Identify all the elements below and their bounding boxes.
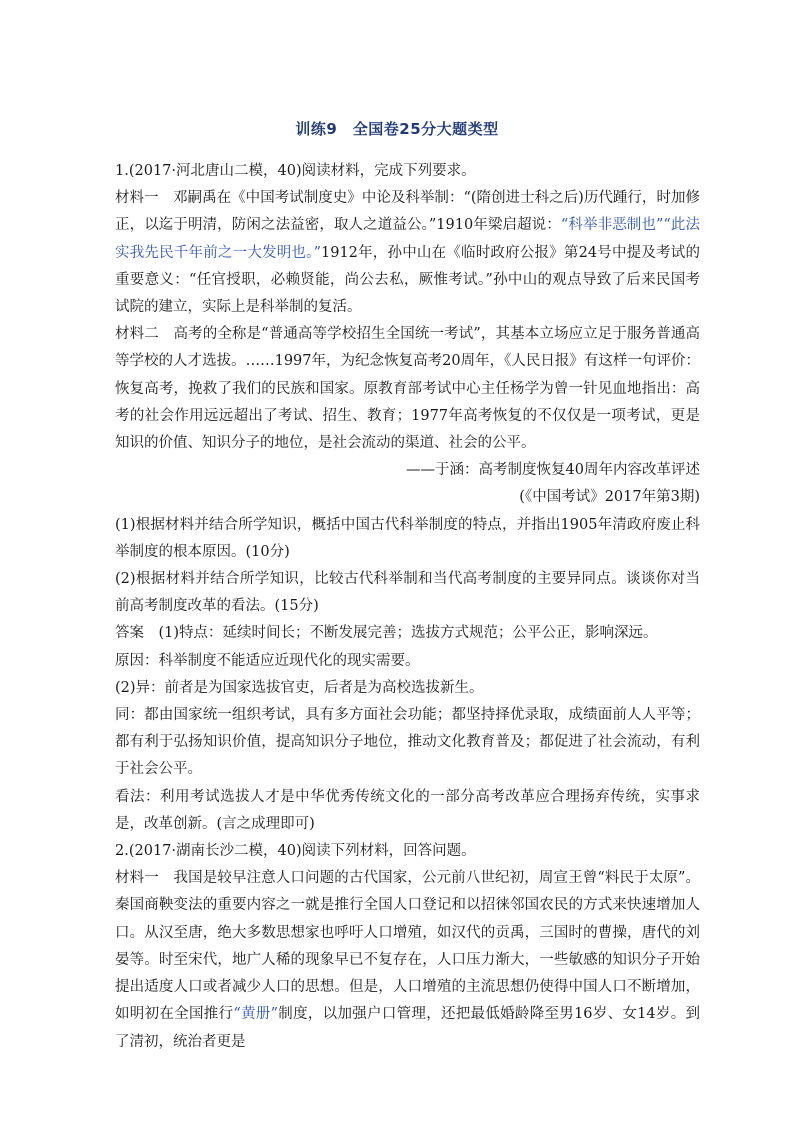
- q2-material-1-text-b: 制度，以加强户口管理，还把最低婚龄降至男16岁、女14岁。到了清初，统治者更是: [115, 1006, 701, 1050]
- question-1-stem: 1.(2017·河北唐山二模，40)阅读材料，完成下列要求。: [115, 163, 476, 179]
- q1-answer-4: 同：都由国家统一组织考试，具有多方面社会功能；都坚持择优录取，成绩面前人人平等；都有利于弘扬知识价值，提高知识分子地位，推动文化教育普及；都促进了社会流动，有利于社会公平。: [115, 707, 700, 778]
- q1-material-1-text-b: 1912年，孙中山在《临时政府公报》第24号中提及考试的重要意义：“任官授职，必赖贤能，尚公去私，厥惟考试。”孙中山的观点导致了后来民国考试院的建立，实际上是科举制的复活。: [115, 244, 700, 316]
- q1-answer-5: 看法：利用考试选拔人才是中华优秀传统文化的一部分高考改革应合理扬弃传统，实事求是，改革创新。(言之成理即可): [115, 788, 700, 832]
- page-title: 训练9 全国卷25分大题类型: [295, 120, 499, 138]
- q2-material-1-text-a: 材料一 我国是较早注意人口问题的古代国家，公元前八世纪初，周宣王曾“料民于太原”。秦国商鞅变法的重要内容之一就是推行全国人口登记和以招徕邻国农民的方式来快速增加人口。从汉至唐，绝大多数思想家也呼吁人口增殖，如汉代的贡禹，三国时的曹操，唐代的刘晏等。时至宋代，地广人稀的现象早已不复存在，人口压力渐大，一些敏感的知识分子开始提出适度人口或者减少人口的思想。但是，人口增殖的主流思想仍使得中国人口不断增加，如明初在全国推行: [115, 870, 700, 1023]
- q1-subquestion-2: (2)根据材料并结合所学知识，比较古代科举制和当代高考制度的主要异同点。谈谈你对当前高考制度改革的看法。(15分): [115, 571, 700, 615]
- q1-material-1-quote-1: “科举非恶制也”: [560, 217, 664, 234]
- q1-material-1-quote-2: “此法实我先民千年前之一大发明也。”: [115, 217, 701, 261]
- q2-material-1-quote: “黄册”: [233, 1006, 279, 1023]
- q1-material-2: 材料二 高考的全称是“普通高等学校招生全国统一考试”，其基本立场应立足于服务普通高等学校的人才选拔。……1997年，为纪念恢复高考20周年，《人民日报》有这样一句评价：恢复高考，挽救了我们的民族和国家。原教育部考试中心主任杨学为曾一针见血地指出：高考的社会作用远远超出了考试、招生、教育；1977年高考恢复的不仅仅是一项考试，更是知识的价值、知识分子的地位，是社会流动的渠道、社会的公平。: [115, 326, 700, 452]
- q1-answer-3: (2)异：前者是为国家选拔官吏，后者是为高校选拔新生。: [115, 679, 484, 696]
- q1-subquestion-1: (1)根据材料并结合所学知识，概括中国古代科举制度的特点，并指出1905年清政府废止科举制度的根本原因。(10分): [115, 516, 700, 560]
- q1-material-1: [115, 185, 700, 321]
- q1-answer-2: 原因：科举制度不能适应近现代化的现实需要。: [115, 652, 420, 669]
- q2-material-1: [115, 865, 700, 1055]
- q1-answer-1: 答案 (1)特点：延续时间长；不断发展完善；选拔方式规范；公平公正，影响深远。: [115, 625, 658, 642]
- q1-source-line-1: ——于涵：高考制度恢复40周年内容改革评述: [406, 462, 700, 479]
- question-2-stem: 2.(2017·湖南长沙二模，40)阅读下列材料，回答问题。: [115, 843, 476, 860]
- content-body: [115, 158, 700, 1056]
- q1-material-1-text-a: 材料一 邓嗣禹在《中国考试制度史》中论及科举制：“(隋创进士科之后)历代踵行，时加修正，以迄于明清，防闲之法益密，取人之道益公。”1910年梁启超说：: [115, 190, 700, 234]
- q1-source-line-2: (《中国考试》2017年第3期): [519, 489, 700, 506]
